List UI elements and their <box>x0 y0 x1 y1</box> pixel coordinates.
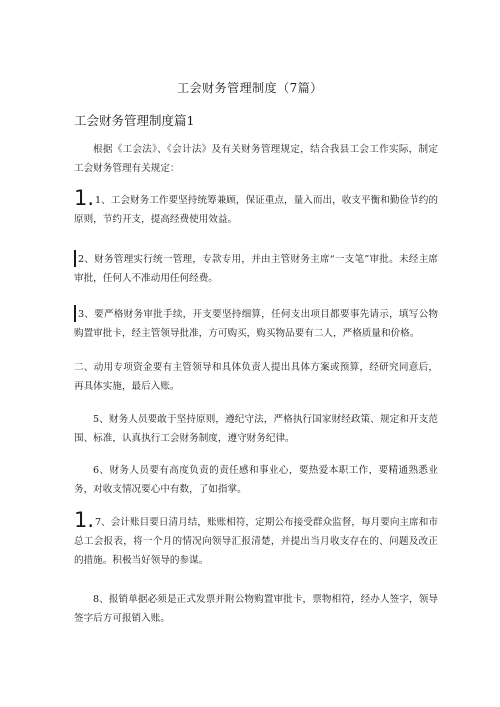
list-item-text: 2、财务管理实行统一管理，专款专用，并由主管财务主席“一支笔”审批。未经主席审批，任何人不准动用任何经费。 <box>74 254 438 284</box>
list-item-text: 1、工会财务工作要坚持统筹兼顾，保证重点，量入而出，收支平衡和勤俭节约的原则，节约开支，提高经费使用效益。 <box>74 195 438 225</box>
list-item-7 <box>74 508 438 570</box>
list-item-5: 5、财务人员要敢于坚持原则，遵纪守法，严格执行国家财经政策、规定和开支范围、标准，认真执行工会财务制度，遵守财务纪律。 <box>74 414 438 444</box>
bar-marker <box>74 250 76 267</box>
list-item-4: 二、动用专项资金要有主管领导和具体负责人提出具体方案或预算，经研究同意后，再具体实施，最后入账。 <box>74 362 438 392</box>
bar-marker <box>74 305 76 322</box>
list-item-1 <box>74 186 438 229</box>
list-item-text: 7、会计账目要日清月结，账账相符，定期公布接受群众监督，每月要向主席和市总工会报表，将一个月的情况向领导汇报清楚，并提出当月收支存在的、问题及改正的措施。积极当好领导的参谋。 <box>74 517 438 566</box>
intro-paragraph: 根据《工会法》、《会计法》及有关财务管理规定，结合我县工会工作实际，制定工会财务管理有关规定： <box>74 144 438 174</box>
list-item-text: 3、要严格财务审批手续，开支要坚持细算，任何支出项目都要事先请示，填写公物购置审批卡，经主管领导批准，方可购买，购买物品要有二人，严格质量和价格。 <box>74 309 438 339</box>
list-item-3 <box>74 305 438 343</box>
list-marker: 1. <box>74 186 95 210</box>
list-item-6: 6、财务人员要有高度负责的责任感和事业心，要热爱本职工作，要精通熟悉业务，对收支情况要心中有数，了如指掌。 <box>74 465 438 495</box>
list-item-2 <box>74 250 438 288</box>
list-marker: 1. <box>74 508 95 532</box>
section-heading: 工会财务管理制度篇1 <box>74 113 195 128</box>
list-item-8: 8、报销单据必须是正式发票并附公物购置审批卡，票物相符，经办人签字，领导签字后方可报销入账。 <box>74 594 438 624</box>
document-title: 工会财务管理制度（7篇） <box>177 81 323 95</box>
